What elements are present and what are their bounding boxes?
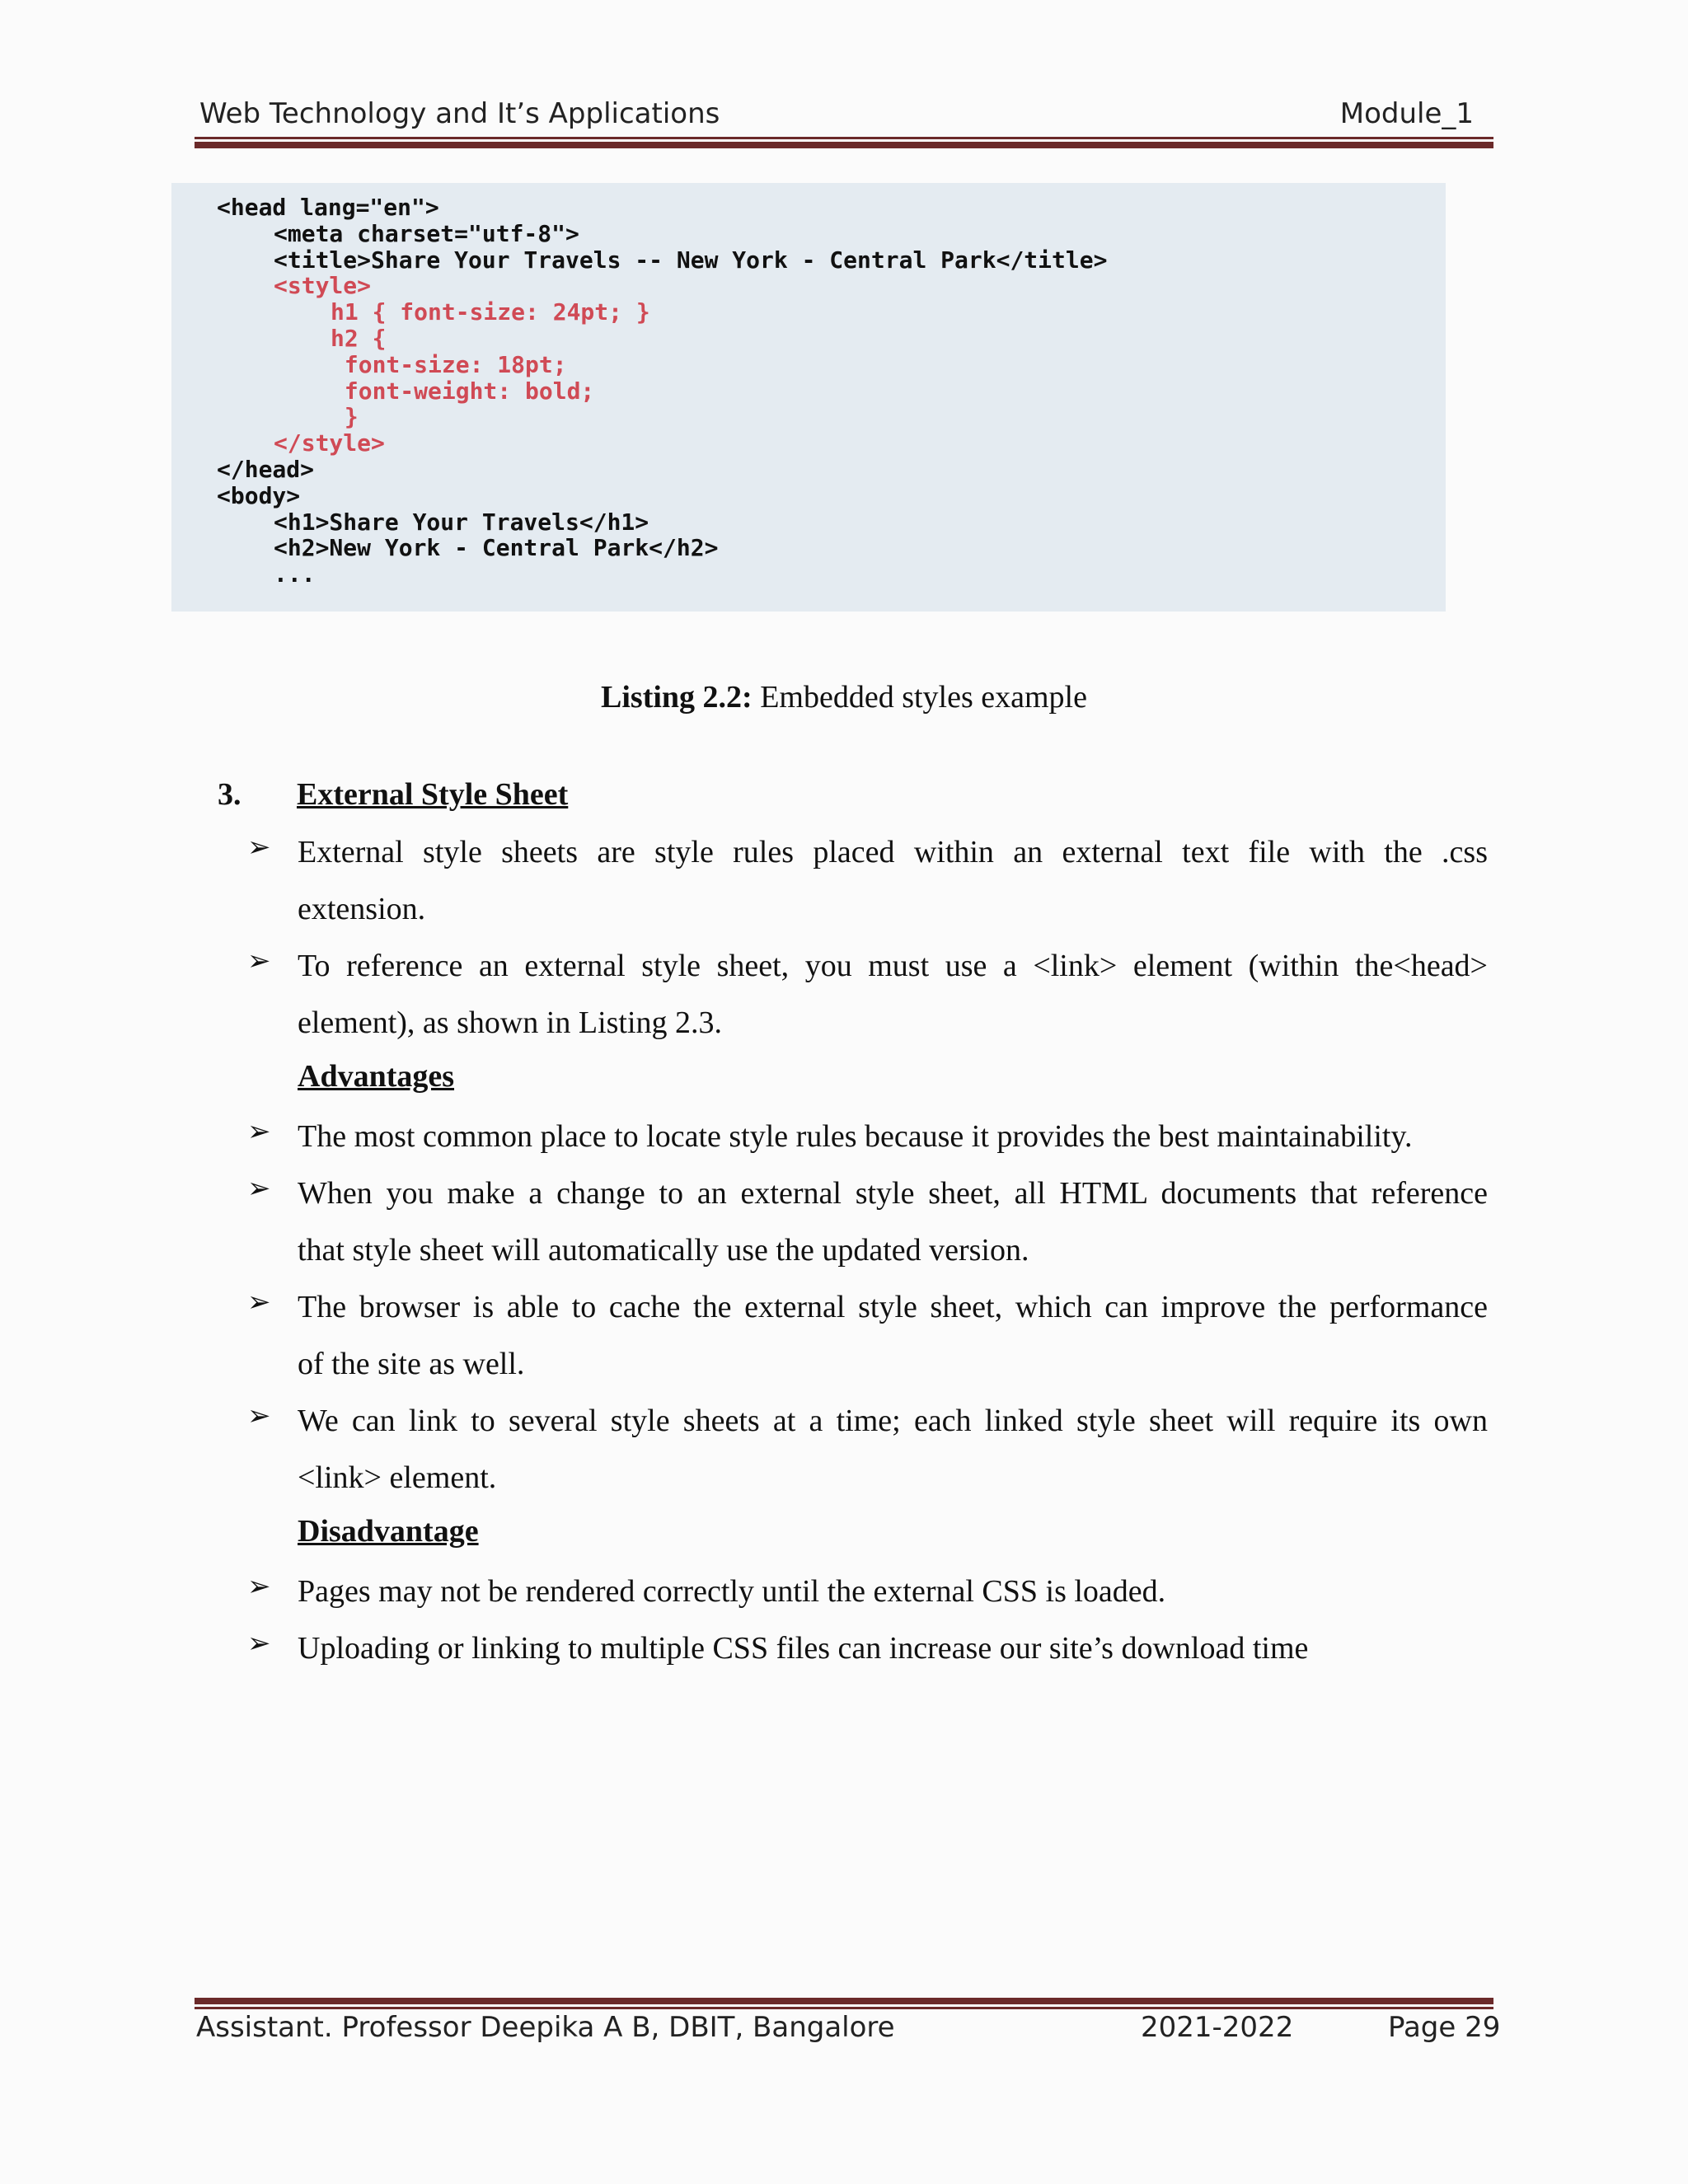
code-line: <style>	[274, 272, 372, 300]
code-line: <h2>New York - Central Park</h2>	[274, 534, 719, 562]
header-rule-thick	[195, 142, 1493, 148]
header-rule-thin	[195, 137, 1493, 139]
subsection-heading: Disadvantage	[298, 1514, 479, 1549]
code-line: h2 {	[331, 324, 387, 352]
bullet-text-line: extension.	[298, 892, 426, 926]
code-line: font-size: 18pt;	[331, 350, 567, 378]
code-line: </head>	[217, 455, 315, 483]
bullet-text-line: To reference an external style sheet, you must use a <link> element (within the<head>	[298, 949, 1488, 983]
page-header	[198, 97, 1492, 138]
arrowhead-bullet-icon: ➢	[247, 1401, 271, 1432]
subsection-heading: Advantages	[298, 1059, 455, 1094]
code-line: <title>Share Your Travels -- New York - Central Park</title>	[274, 246, 1108, 274]
section-number: 3.	[218, 777, 241, 812]
arrowhead-bullet-icon: ➢	[247, 1117, 271, 1147]
footer-year: 2021-2022	[1141, 2011, 1294, 2044]
code-line: }	[331, 403, 359, 431]
code-line: <body>	[217, 481, 301, 509]
caption-text: Embedded styles example	[752, 680, 1087, 715]
code-line: ...	[274, 560, 316, 588]
listing-caption	[0, 679, 1688, 715]
code-line: <meta charset="utf-8">	[274, 219, 579, 247]
bullet-text-line: The browser is able to cache the external style sheet, which can improve the performance	[298, 1290, 1488, 1324]
section-heading	[218, 776, 568, 813]
footer-page: Page 29	[1388, 2011, 1501, 2044]
arrowhead-bullet-icon: ➢	[247, 1174, 271, 1204]
bullet-text-line: element), as shown in Listing 2.3.	[298, 1005, 723, 1040]
bullet-text-line: When you make a change to an external style sheet, all HTML documents that reference	[298, 1176, 1488, 1211]
code-line: <h1>Share Your Travels</h1>	[274, 508, 649, 536]
code-listing	[171, 183, 1446, 612]
section-title: External Style Sheet	[297, 777, 569, 812]
bullet-text-line: of the site as well.	[298, 1347, 525, 1381]
footer-rule-thick	[195, 1998, 1493, 2004]
header-module: Module_1	[1339, 97, 1474, 130]
footer-author: Assistant. Professor Deepika A B, DBIT, Bangalore	[196, 2011, 895, 2044]
arrowhead-bullet-icon: ➢	[247, 1572, 271, 1602]
bullet-text-line: Pages may not be rendered correctly until the external CSS is loaded.	[298, 1574, 1166, 1609]
caption-label: Listing 2.2:	[601, 680, 753, 715]
code-line: font-weight: bold;	[331, 377, 595, 405]
code-line: </style>	[274, 429, 385, 457]
bullet-text-line: External style sheets are style rules placed within an external text file with the .css	[298, 835, 1488, 869]
footer-rule-thin	[195, 2007, 1493, 2009]
bullet-text-line: that style sheet will automatically use the updated version.	[298, 1233, 1029, 1268]
arrowhead-bullet-icon: ➢	[247, 1629, 271, 1659]
bullet-text-line: Uploading or linking to multiple CSS files can increase our site’s download time	[298, 1631, 1309, 1666]
code-line: h1 { font-size: 24pt; }	[331, 298, 650, 326]
code-line: <head lang="en">	[217, 194, 439, 221]
bullet-text-line: The most common place to locate style rules because it provides the best maintainability.	[298, 1119, 1413, 1154]
arrowhead-bullet-icon: ➢	[247, 946, 271, 977]
arrowhead-bullet-icon: ➢	[247, 1287, 271, 1318]
arrowhead-bullet-icon: ➢	[247, 832, 271, 863]
header-title: Web Technology and It’s Applications	[199, 97, 720, 130]
bullet-text-line: <link> element.	[298, 1460, 497, 1495]
bullet-text-line: We can link to several style sheets at a time; each linked style sheet will require its own	[298, 1404, 1488, 1438]
